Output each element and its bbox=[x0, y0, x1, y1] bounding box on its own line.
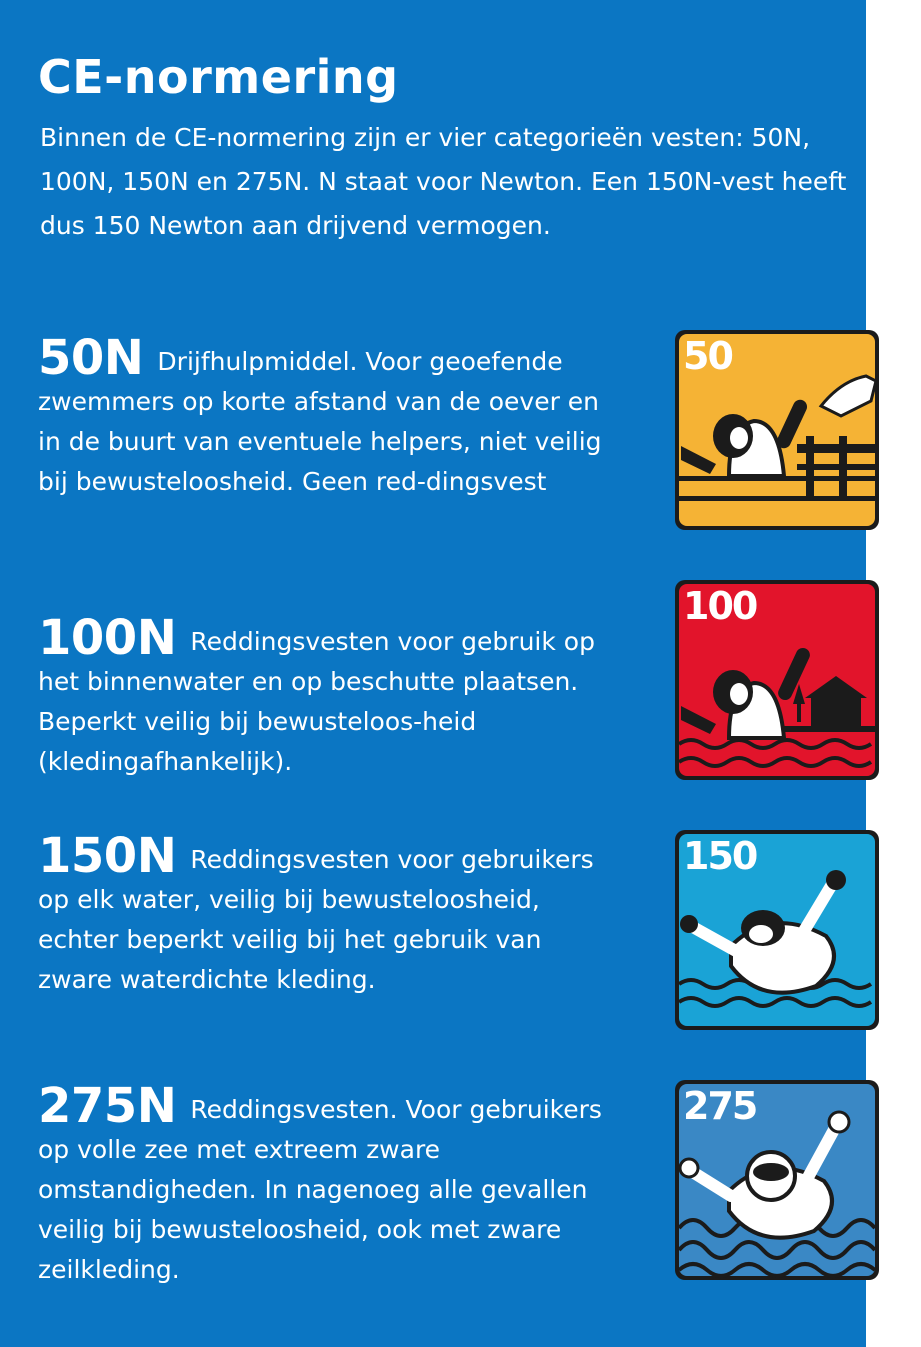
icon-number: 100 bbox=[683, 584, 757, 628]
category-50n bbox=[38, 330, 623, 502]
category-description: Reddingsvesten. Voor gebruikers op volle zee met extreem zware omstandigheden. In nagenoeg alle gevallen veilig bij bewusteloosheid, ook met zware zeilkleding. bbox=[38, 1095, 602, 1284]
icon-number: 50 bbox=[683, 334, 732, 378]
category-code: 50N bbox=[38, 330, 144, 386]
category-description: Reddingsvesten voor gebruikers op elk water, veilig bij bewusteloosheid, echter beperkt veilig bij het gebruik van zware waterdichte kleding. bbox=[38, 845, 594, 994]
floating-person-waves-icon bbox=[671, 826, 883, 1034]
swimmer-inland-water-icon bbox=[671, 576, 883, 784]
category-150n bbox=[38, 828, 623, 1000]
category-description: Reddingsvesten voor gebruik op het binnenwater en op beschutte plaatsen. Beperkt veilig bij bewusteloos-heid (kledingafhankelijk). bbox=[38, 627, 595, 776]
floating-person-high-seas-icon bbox=[671, 1076, 883, 1284]
intro-text: Binnen de CE-normering zijn er vier categorieën vesten: 50N, 100N, 150N en 275N. N staat voor Newton. Een 150N-vest heeft dus 150 Newton aan drijvend vermogen. bbox=[40, 123, 847, 240]
category-description: Drijfhulpmiddel. Voor geoefende zwemmers op korte afstand van de oever en in de buurt van eventuele helpers, niet veilig bij bewusteloosheid. Geen red-dingsvest bbox=[38, 347, 602, 496]
swimmer-near-shore-icon bbox=[671, 326, 883, 534]
category-code: 100N bbox=[38, 610, 177, 666]
category-code: 275N bbox=[38, 1078, 177, 1134]
category-275n bbox=[38, 1078, 623, 1290]
category-code: 150N bbox=[38, 828, 177, 884]
category-100n bbox=[38, 610, 623, 782]
page-title: CE-normering bbox=[38, 50, 399, 104]
icon-number: 150 bbox=[683, 834, 757, 878]
icon-number: 275 bbox=[683, 1084, 757, 1128]
